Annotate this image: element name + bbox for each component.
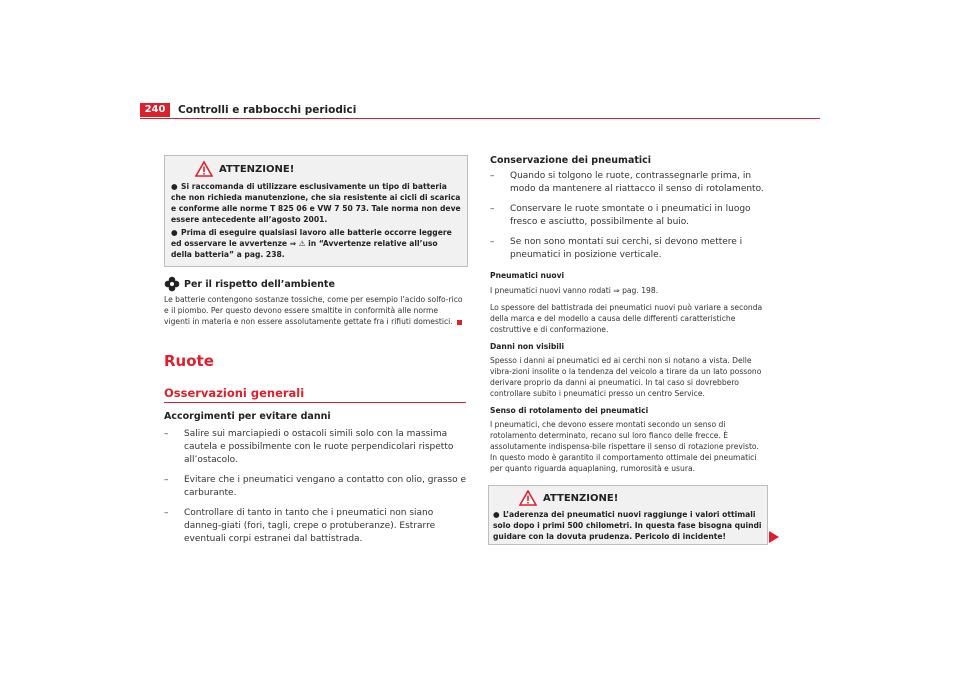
bullet-icon: ● <box>171 228 178 237</box>
environment-title: Per il rispetto dell’ambiente <box>184 278 335 290</box>
header-rule <box>140 118 820 119</box>
environment-text: Le batterie contengono sostanze tossiche, come per esempio l’acido solfo-rico e il piombo. Per questo devono essere smaltite in conformità alle norme vigenti in materia e non essere assolutamente gettate fra i rifiuti domestici. <box>164 295 463 326</box>
warning-header <box>519 490 767 506</box>
nuovi-text-1: I pneumatici nuovi vanno rodati ⇒ pag. 198. <box>490 286 659 295</box>
section-title: Ruote <box>164 352 214 370</box>
list-item: – Controllare di tanto in tanto che i pneumatici non siano danneg-giati (fori, tagli, crepe o protuberanze). Estrarre eventuali corpi estranei dal battistrada. <box>164 507 466 546</box>
list-item: – Salire sui marciapiedi o ostacoli simili solo con la massima cautela e possibilmente con le ruote perpendicolari rispetto all’ostacolo. <box>164 428 466 467</box>
flower-environment-icon <box>164 276 180 292</box>
senso-title: Senso di rotolamento dei pneumatici <box>490 406 649 415</box>
conservazione-title: Conservazione dei pneumatici <box>490 155 652 166</box>
warning-item: ● Prima di eseguire qualsiasi lavoro alle batterie occorre leggere ed osservare le avvertenze ⇒ ⚠ in “Avvertenze relative all’uso della batteria” a pag. 238. <box>171 228 452 259</box>
accorgimenti-list <box>164 428 466 553</box>
bullet-icon: ● <box>493 510 500 519</box>
warning-title: ATTENZIONE! <box>543 492 619 504</box>
environment-heading <box>164 276 335 292</box>
senso-text: I pneumatici, che devono essere montati secondo un senso di rotolamento determinato, recano sul loro fianco delle frecce. È assolutamente indispensa-bile rispettare il senso di rotazione previsto. In questo modo è garantito il comportamento ottimale dei pneumatici per quanto riguarda aquaplaning, rumorosità e usura. <box>490 420 759 473</box>
page-number: 240 <box>140 103 170 117</box>
conservazione-list <box>490 170 766 269</box>
nuovi-text-2: Lo spessore del battistrada dei pneumatici nuovi può variare a seconda della marca e del modello a causa delle differenti caratteristiche costruttive e di conformazione. <box>490 303 763 334</box>
warning-title: ATTENZIONE! <box>219 163 295 175</box>
subsection-title: Osservazioni generali <box>164 386 305 400</box>
danni-title: Danni non visibili <box>490 342 565 351</box>
list-item: – Evitare che i pneumatici vengano a contatto con olio, grasso e carburante. <box>164 474 466 500</box>
nuovi-title: Pneumatici nuovi <box>490 271 565 280</box>
warning-triangle-icon <box>519 490 537 506</box>
list-item: – Conservare le ruote smontate o i pneumatici in luogo fresco e asciutto, possibilmente al buio. <box>490 203 766 229</box>
warning-item: ● Si raccomanda di utilizzare esclusivamente un tipo di batteria che non richieda manutenzione, che sia resistente ai cicli di scarica e conforme alle norme T 825 06 e VW 7 50 73. Tale norma non deve essere antecedente all’agosto 2001. <box>171 182 461 224</box>
end-marker-icon <box>457 320 462 325</box>
list-item: – Quando si tolgono le ruote, contrassegnarle prima, in modo da mantenere al riattacco il senso di rotolamento. <box>490 170 766 196</box>
list-item: – Se non sono montati sui cerchi, si devono mettere i pneumatici in posizione verticale. <box>490 236 766 262</box>
warning-triangle-icon <box>195 161 213 177</box>
warning-header <box>195 161 467 177</box>
warning-box-battery <box>164 155 468 267</box>
accorgimenti-title: Accorgimenti per evitare danni <box>164 411 331 422</box>
warning-box-tyres <box>488 485 768 545</box>
continue-arrow-icon <box>769 531 779 543</box>
bullet-icon: ● <box>171 182 178 191</box>
subsection-rule <box>164 402 466 403</box>
warning-item: ● L’aderenza dei pneumatici nuovi raggiunge i valori ottimali solo dopo i primi 500 chilometri. In questa fase bisogna quindi guidare con la dovuta prudenza. Pericolo di incidente! <box>493 510 762 541</box>
page-header-title: Controlli e rabbocchi periodici <box>178 104 357 116</box>
danni-text: Spesso i danni ai pneumatici ed ai cerchi non si notano a vista. Delle vibra-zioni insolite o la tendenza del veicolo a tirare da un lato possono derivare proprio da danni ai pneumatici. In tal caso si dovrebbero controllare subito i pneumatici presso un centro Service. <box>490 356 762 398</box>
